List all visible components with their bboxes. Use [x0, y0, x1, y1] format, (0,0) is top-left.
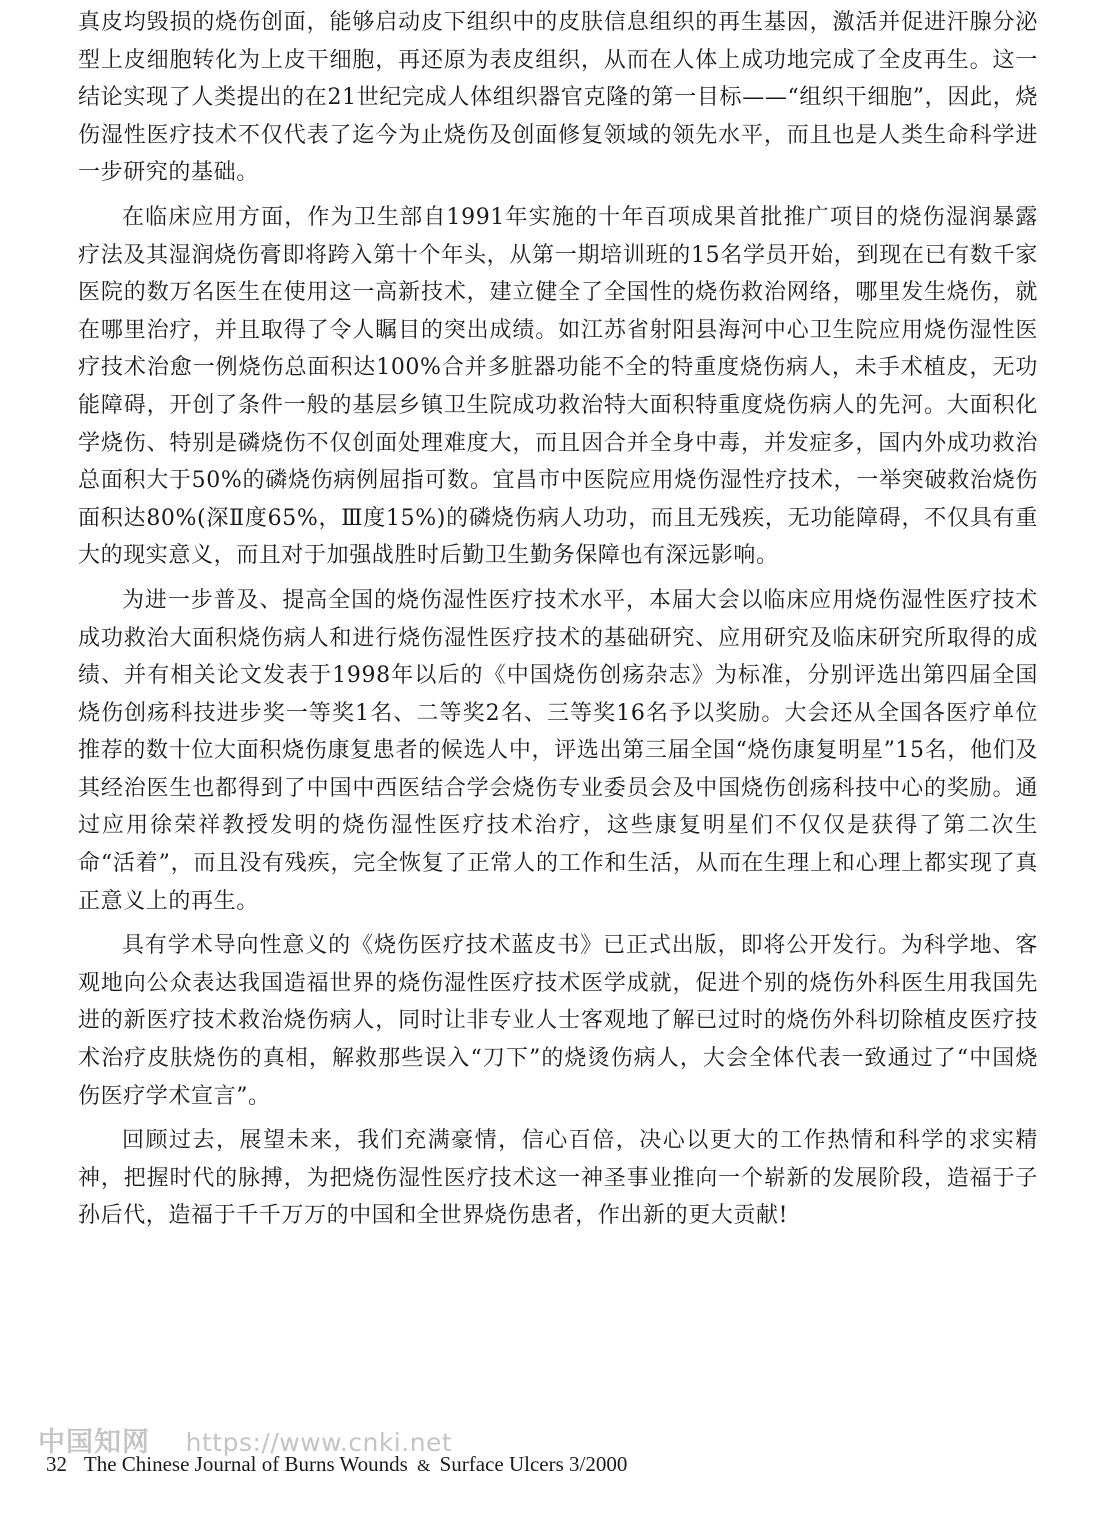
paragraph-awards: 为进一步普及、提高全国的烧伤湿性医疗技术水平，本届大会以临床应用烧伤湿性医疗技术成功救治大面积烧伤病人和进行烧伤湿性医疗技术的基础研究、应用研究及临床研究所取得的成绩、并有相关论文发表于1998年以后的《中国烧伤创疡杂志》为标准，分别评选出第四届全国烧伤创疡科技进步奖一等奖1名、二等奖2名、三等奖16名予以奖励。大会还从全国各医疗单位推荐的数十位大面积烧伤康复患者的候选人中，评选出第三届全国“烧伤康复明星”15名，他们及其经治医生也都得到了中国中西医结合学会烧伤专业委员会及中国烧伤创疡科技中心的奖励。通过应用徐荣祥教授发明的烧伤湿性医疗技术治疗，这些康复明星们不仅仅是获得了第二次生命“活着”，而且没有残疾，完全恢复了正常人的工作和生活，从而在生理上和心理上都实现了真正意义上的再生。 [78, 587, 1038, 914]
cnki-logo-text: 中国知网 [38, 1427, 150, 1458]
journal-name: The Chinese Journal of Burns Wounds [83, 1452, 408, 1476]
paragraph-blue-book: 具有学术导向性意义的《烧伤医疗技术蓝皮书》已正式出版，即将公开发行。为科学地、客观地向公众表达我国造福世界的烧伤湿性医疗技术医学成就，促进个别的烧伤外科医生用我国先进的新医疗技术救治烧伤病人，同时让非专业人士客观地了解已过时的烧伤外科切除植皮医疗技术治疗皮肤烧伤的真相，解救那些误入“刀下”的烧烫伤病人，大会全体代表一致通过了“中国烧伤医疗学术宣言”。 [78, 933, 1038, 1109]
page-number: 32 [46, 1452, 67, 1476]
page-footer [46, 1452, 627, 1477]
journal-issue: Surface Ulcers 3/2000 [439, 1452, 628, 1476]
paragraph-continued: 真皮均毁损的烧伤创面，能够启动皮下组织中的皮肤信息组织的再生基因，激活并促进汗腺分泌型上皮细胞转化为上皮干细胞，再还原为表皮组织，从而在人体上成功地完成了全皮再生。这一结论实现了人类提出的在21世纪完成人体组织器官克隆的第一目标——“组织干细胞”，因此，烧伤湿性医疗技术不仅代表了迄今为止烧伤及创面修复领域的领先水平，而且也是人类生命科学进一步研究的基础。 [78, 10, 1038, 186]
article-body [78, 4, 1038, 1235]
paragraph-clinical-application: 在临床应用方面，作为卫生部自1991年实施的十年百项成果首批推广项目的烧伤湿润暴露疗法及其湿润烧伤膏即将跨入第十个年头，从第一期培训班的15名学员开始，到现在已有数千家医院的数万名医生在使用这一高新技术，建立健全了全国性的烧伤救治网络，哪里发生烧伤，就在哪里治疗，并且取得了令人瞩目的突出成绩。如江苏省射阳县海河中心卫生院应用烧伤湿性医疗技术治愈一例烧伤总面积达100%合并多脏器功能不全的特重度烧伤病人，未手术植皮，无功能障碍，开创了条件一般的基层乡镇卫生院成功救治特大面积特重度烧伤病人的先河。大面积化学烧伤、特别是磷烧伤不仅创面处理难度大，而且因合并全身中毒，并发症多，国内外成功救治总面积大于50%的磷烧伤病例屈指可数。宜昌市中医院应用烧伤湿性疗技术，一举突破救治烧伤面积达80%(深Ⅱ度65%，Ⅲ度15%)的磷烧伤病人功功，而且无残疾，无功能障碍，不仅具有重大的现实意义，而且对于加强战胜时后勤卫生勤务保障也有深远影响。 [78, 204, 1038, 569]
cnki-url: https://www.cnki.net [185, 1428, 453, 1457]
journal-ampersand: & [417, 1456, 431, 1475]
paragraph-conclusion: 回顾过去，展望未来，我们充满豪情，信心百倍，决心以更大的工作热情和科学的求实精神，把握时代的脉搏，为把烧伤湿性医疗技术这一神圣事业推向一个崭新的发展阶段，造福于子孙后代，造福于千千万万的中国和全世界烧伤患者，作出新的更大贡献! [78, 1128, 1038, 1229]
